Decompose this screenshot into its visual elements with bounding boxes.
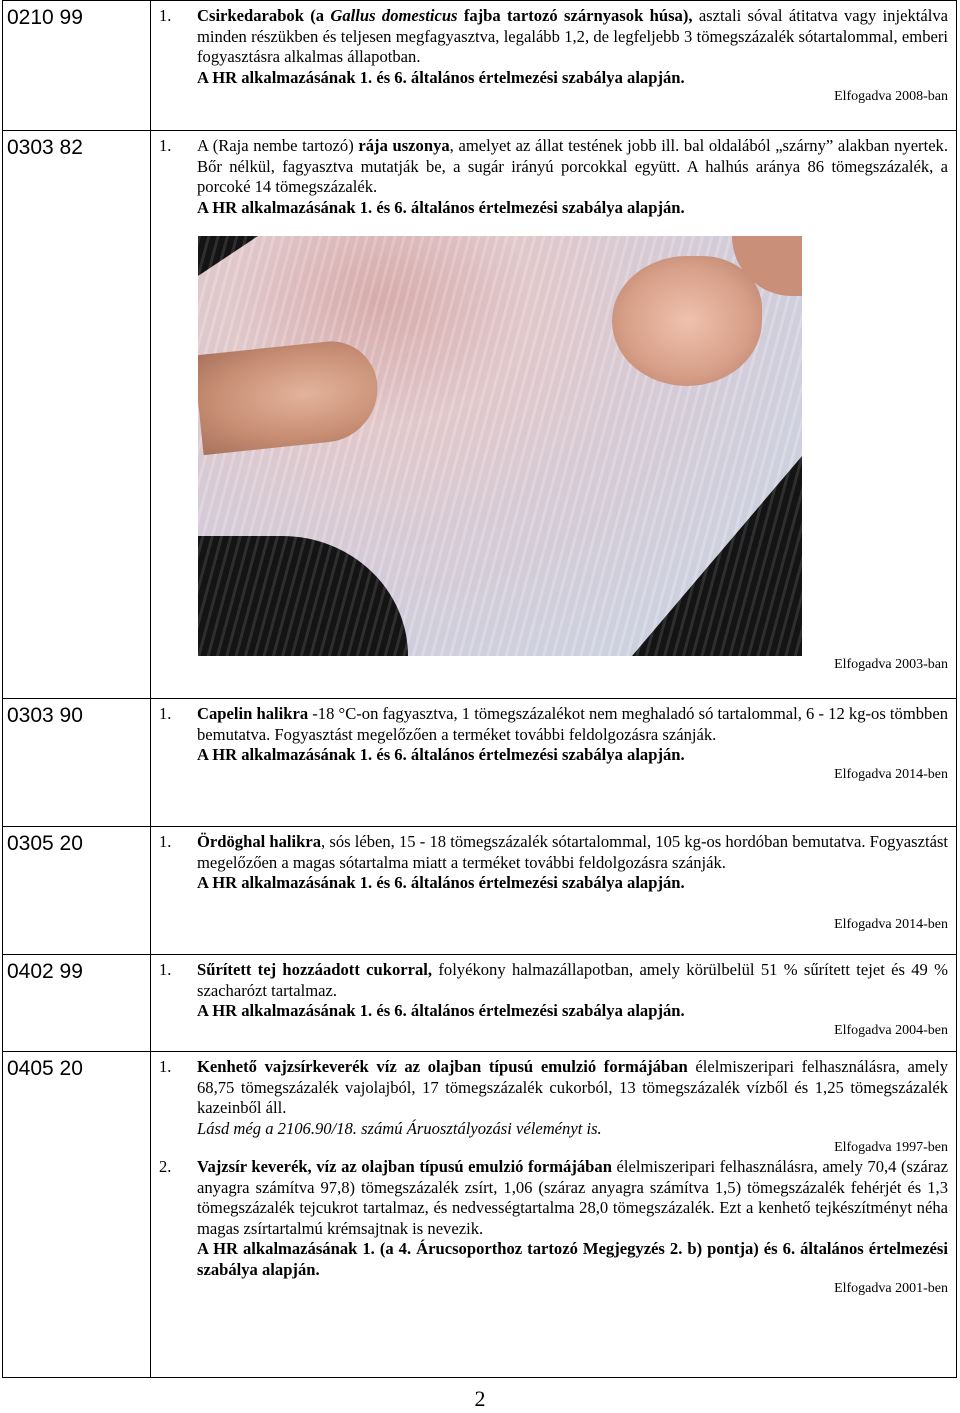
tariff-code: 0402 99 — [3, 955, 151, 1052]
list-item — [159, 960, 948, 1022]
adoption-year: Elfogadva 2014-ben — [834, 766, 948, 782]
item-number: 1. — [159, 136, 172, 155]
item-body — [197, 960, 948, 1022]
entry-description — [151, 955, 957, 1052]
adoption-year: Elfogadva 2001-ben — [834, 1281, 948, 1296]
text-segment: Gallus domesticus — [330, 6, 458, 25]
table-row — [3, 955, 957, 1052]
interpretation-rule: A HR alkalmazásának 1. és 6. általános értelmezési szabálya alapján. — [197, 197, 685, 217]
list-item — [159, 136, 948, 218]
tariff-code: 0303 82 — [3, 131, 151, 699]
page-number: 2 — [474, 1386, 486, 1411]
item-number: 1. — [159, 1057, 172, 1076]
item-body — [197, 832, 948, 894]
text-segment: -18 °C-on fagyasztva, 1 tömegszázalékot nem meghaladó só tartalommal, 6 - 12 kg-os tömbben bemutatva. Fogyasztást megelőzően a terméket további feldolgozásra szánják. — [197, 704, 949, 744]
list-item — [159, 1057, 948, 1139]
item-text — [197, 136, 948, 198]
text-segment: Kenhető vajzsírkeverék víz az olajban típusú emulzió formájában — [197, 1057, 688, 1076]
list-item — [159, 704, 948, 766]
adoption-year: Elfogadva 2003-ban — [834, 657, 948, 672]
text-segment: Sűrített tej hozzáadott cukorral, — [197, 960, 433, 979]
text-segment: , amelyet az állat testének jobb ill. bal oldalából „szárny” alakban nyertek. Bőr nélkül, fagyasztva mutatják be, a sugár irányú porcokkal együtt. A halhús aránya 86 tömegszázalék, a porcoké 14 tömegszázalék. — [197, 136, 948, 196]
item-text — [197, 6, 948, 68]
text-segment: asztali sóval átitatva vagy injektálva minden részükben és teljesen megfagyasztva, legalább 1,2, de legfeljebb 3 tömegszázalék sótartalommal, emberi fogyasztásra alkalmas állapotban. — [197, 6, 948, 66]
item-number: 1. — [159, 832, 172, 851]
table-row — [3, 1, 957, 131]
item-text — [197, 1157, 948, 1239]
text-segment: Csirkedarabok (a — [197, 6, 331, 25]
entry-description — [151, 131, 957, 699]
tariff-code: 0210 99 — [3, 1, 151, 131]
list-item — [159, 1157, 948, 1280]
list-item — [159, 832, 948, 894]
item-text — [197, 960, 948, 1001]
item-body — [197, 6, 948, 88]
item-number: 1. — [159, 960, 172, 979]
adoption-year: Elfogadva 2008-ban — [834, 89, 948, 104]
text-segment: Ördöghal halikra — [197, 832, 322, 851]
interpretation-rule: A HR alkalmazásának 1. és 6. általános értelmezési szabálya alapján. — [197, 745, 685, 764]
interpretation-rule: A HR alkalmazásának 1. és 6. általános értelmezési szabálya alapján. — [197, 873, 685, 892]
text-segment: élelmiszeripari felhasználásra, amely 70,4 (száraz anyagra számítva 97,8) tömegszázalék zsírt, 1,06 (száraz anyagra számítva 1,5) tömegszázalék fehérjét és 1,3 tömegszázalék tejcukrot tartalmaz, és nedvességtartalma 28,0 tömegszázalék. Ezt a kenhető tejkészítményt néha magas zsírtartalmú krémsajtnak is nevezik. — [197, 1157, 948, 1238]
text-segment: , sós lében, 15 - 18 tömegszázalék sótartalommal, 105 kg-os hordóban bemutatva. Fogyasztást megelőzően a magas sótartalma miatt a terméket további feldolgozásra szánják. — [197, 832, 949, 872]
item-body — [197, 1057, 948, 1139]
text-segment: folyékony halmazállapotban, amely körülbelül 51 % sűrített tejet és 49 % szacharózt tartalmaz. — [197, 960, 948, 1000]
table-row — [3, 131, 957, 699]
adoption-year: Elfogadva 2004-ben — [834, 1022, 948, 1038]
interpretation-rule: A HR alkalmazásának 1. (a 4. Árucsoporthoz tartozó Megjegyzés 2. b) pontja) és 6. általános értelmezési szabálya alapján. — [197, 1239, 948, 1279]
adoption-year: Elfogadva 2014-ben — [834, 916, 948, 932]
tariff-code: 0305 20 — [3, 827, 151, 955]
adoption-year: Elfogadva 1997-ben — [834, 1140, 948, 1155]
entry-description — [151, 699, 957, 827]
reference-note: Lásd még a 2106.90/18. számú Áruosztályozási véleményt is. — [197, 1118, 602, 1138]
tariff-code: 0303 90 — [3, 699, 151, 827]
item-text — [197, 832, 948, 873]
item-body — [197, 136, 948, 218]
entry-description — [151, 1052, 957, 1378]
table-row — [3, 827, 957, 955]
text-segment: rája uszonya — [358, 136, 450, 155]
text-segment: élelmiszeripari felhasználásra, amely 68,75 tömegszázalék vajolajból, 17 tömegszázalék cukorból, 13 tömegszázalék vízből és 1,25 tömegszázalék kazeinből áll. — [197, 1057, 948, 1117]
skate-wing-photo — [198, 236, 802, 656]
item-text — [197, 1057, 948, 1119]
item-number: 1. — [159, 704, 172, 723]
text-segment: Capelin halikra — [197, 704, 309, 723]
entry-description — [151, 827, 957, 955]
classification-table — [2, 0, 957, 1378]
interpretation-rule: A HR alkalmazásának 1. és 6. általános értelmezési szabálya alapján. — [197, 67, 685, 87]
item-body — [197, 704, 948, 766]
photo-shape — [612, 256, 762, 386]
interpretation-rule: A HR alkalmazásának 1. és 6. általános értelmezési szabálya alapján. — [197, 1001, 685, 1020]
list-item — [159, 6, 948, 88]
item-number: 2. — [159, 1157, 172, 1176]
item-number: 1. — [159, 6, 172, 25]
text-segment: Vajzsír keverék, víz az olajban típusú emulzió formájában — [197, 1157, 612, 1176]
table-row — [3, 699, 957, 827]
item-body — [197, 1157, 948, 1280]
tariff-code: 0405 20 — [3, 1052, 151, 1378]
text-segment: fajba tartozó szárnyasok húsa), — [457, 6, 693, 25]
entry-description — [151, 1, 957, 131]
table-row — [3, 1052, 957, 1378]
item-text — [197, 704, 948, 745]
text-segment: A (Raja nembe tartozó) — [197, 136, 359, 155]
